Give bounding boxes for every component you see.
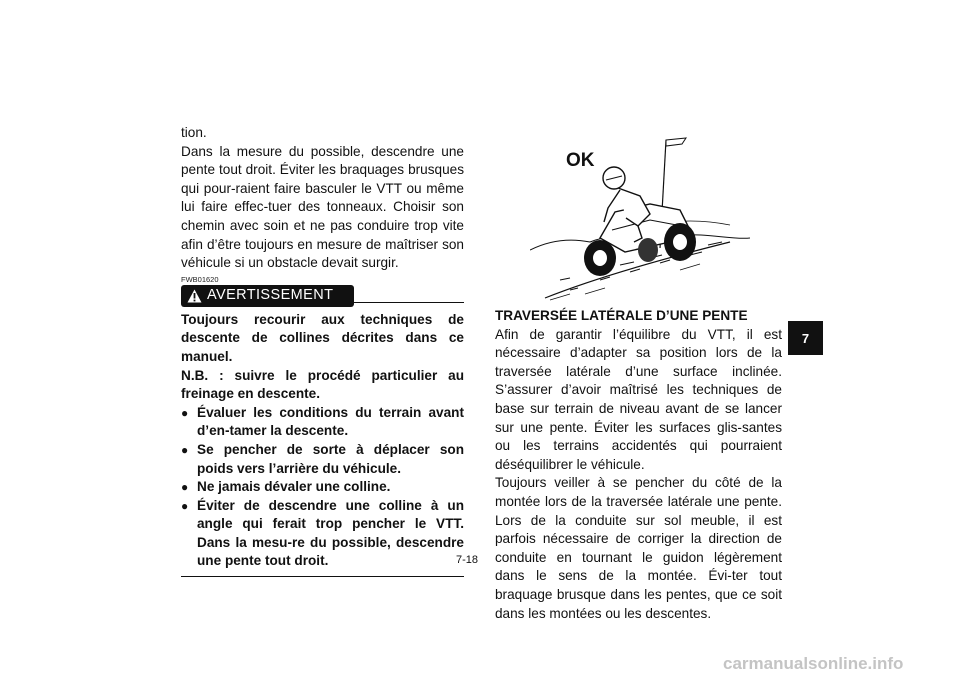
- list-item: [181, 404, 464, 441]
- right-column: [495, 307, 782, 623]
- left-column: [181, 124, 464, 577]
- bullet-icon: ●: [181, 442, 189, 457]
- chapter-tab: 7: [788, 321, 823, 355]
- atv-rider-image: [530, 130, 750, 305]
- watermark: carmanualsonline.info: [723, 654, 904, 673]
- warning-end-rule: [181, 576, 464, 577]
- list-item-text: Se pencher de sorte à déplacer son poids vers l’arrière du véhicule.: [197, 441, 464, 476]
- list-item-text: Éviter de descendre une colline à un angle qui ferait trop pencher le VTT. Dans la mesu-re du possible, descendre une pente tout droit.: [197, 497, 464, 569]
- warning-title: AVERTISSEMENT: [207, 287, 334, 304]
- list-item: [181, 478, 464, 497]
- paragraph-traverse-1: Afin de garantir l’équilibre du VTT, il est nécessaire d’adapter sa position lors de la traversée latérale d’une surface inclinée. S’assurer d’avoir maîtrisé les techniques de base sur terrain de niveau avant de se lancer sur une pente. Éviter les surfaces glis-santes ou les terrains accidentés qui pourraient déséquilibrer le véhicule.: [495, 326, 782, 472]
- paragraph-traverse-2: Toujours veiller à se pencher du côté de la montée lors de la traversée latérale une pente. Lors de la conduite sur sol meuble, il est parfois nécessaire de corriger la direction de conduite en tournant le guidon légèrement dans le sens de la montée. Évi-ter tout braquage brusque dans les pentes, que ce soit dans les montées ou les descentes.: [495, 475, 782, 621]
- warning-body: [181, 311, 464, 571]
- section-heading: TRAVERSÉE LATÉRALE D’UNE PENTE: [495, 308, 748, 323]
- warning-triangle-icon: [187, 289, 202, 303]
- warning-rule: [354, 302, 464, 303]
- list-item-text: Ne jamais dévaler une colline.: [197, 479, 391, 495]
- list-item: [181, 497, 464, 571]
- reference-code: FWB01620: [181, 274, 219, 284]
- warning-text-1: Toujours recourir aux techniques de descente de collines décrites dans ce manuel.: [181, 311, 464, 364]
- atv-illustration: [530, 130, 750, 305]
- page-number: 7-18: [456, 554, 479, 566]
- bullet-icon: ●: [181, 498, 189, 513]
- list-item: [181, 441, 464, 478]
- warning-text-2: N.B. : suivre le procédé particulier au freinage en descente.: [181, 367, 464, 402]
- ok-label: OK: [566, 150, 595, 171]
- bullet-icon: ●: [181, 480, 189, 495]
- warning-header: [181, 285, 464, 307]
- warning-badge: [181, 285, 354, 307]
- list-item-text: Évaluer les conditions du terrain avant d’en-tamer la descente.: [197, 404, 464, 439]
- bullet-icon: ●: [181, 405, 189, 420]
- paragraph-continuation: tion.: [181, 125, 207, 140]
- paragraph-descent: Dans la mesure du possible, descendre une pente tout droit. Éviter les braquages brusques qui pour-raient faire basculer le VTT ou même lui faire effec-tuer des tonneaux. Choisir son chemin avec soin et ne pas conduire trop vite afin d’être toujours en mesure de maîtriser son véhicule si un obstacle devait surgir.: [181, 143, 464, 271]
